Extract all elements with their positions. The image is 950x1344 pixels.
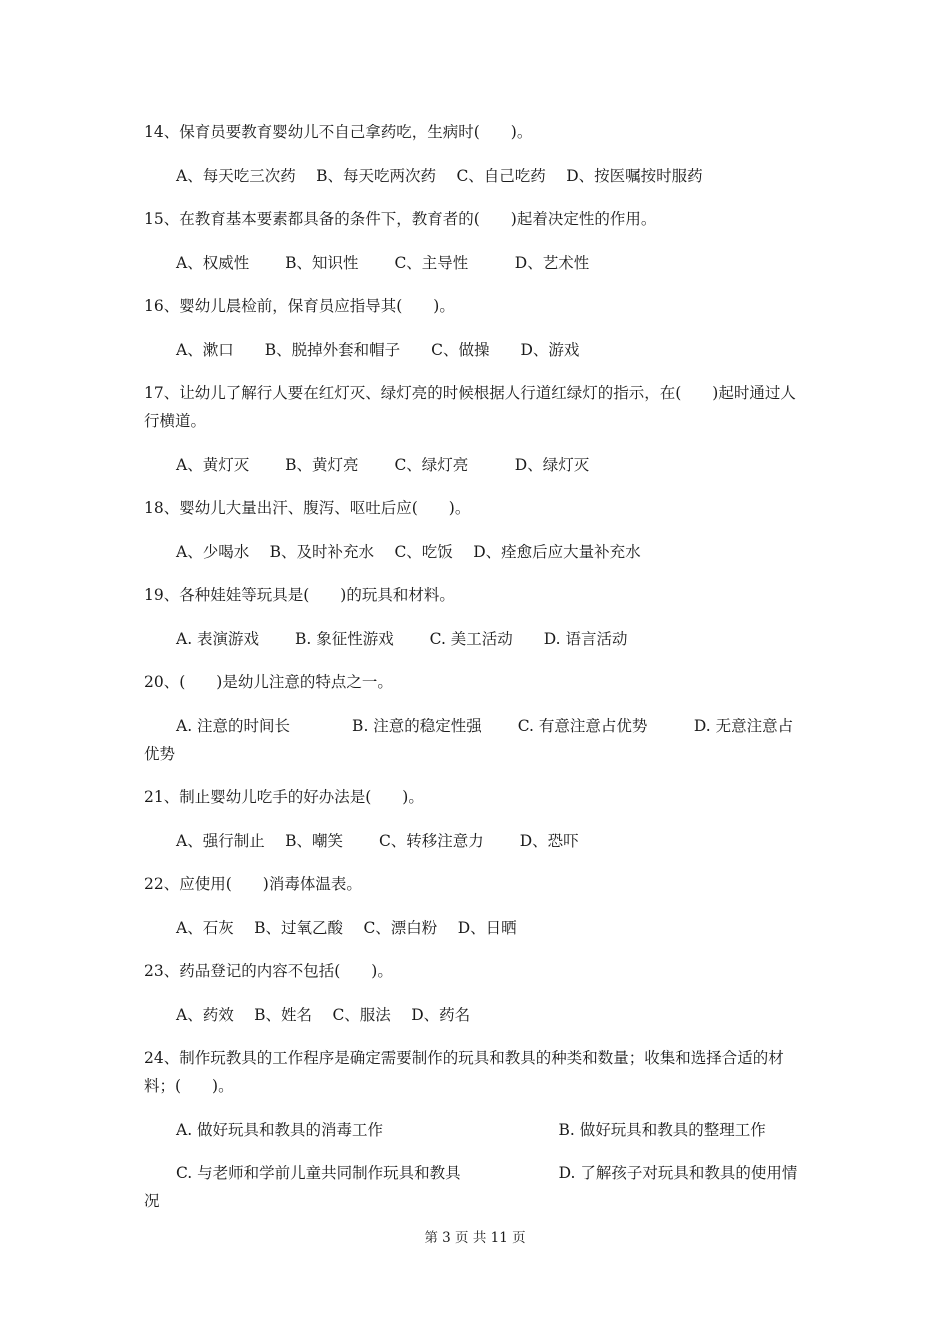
- question-options: [144, 1116, 806, 1215]
- question-21: [144, 783, 806, 855]
- question-options: A. 注意的时间长 B. 注意的稳定性强 C. 有意注意占优势 D. 无意注意占优势: [144, 717, 794, 763]
- question-17: [144, 379, 806, 479]
- question-stem: 24、制作玩教具的工作程序是确定需要制作的玩具和教具的种类和数量；收集和选择合适的材料；( )。: [144, 1049, 784, 1095]
- question-options: A、石灰 B、过氧乙酸 C、漂白粉 D、日晒: [176, 919, 517, 937]
- question-24: [144, 1044, 806, 1215]
- question-options: A、药效 B、姓名 C、服法 D、药名: [176, 1006, 471, 1024]
- question-14: [144, 118, 806, 190]
- option-row: A. 做好玩具和教具的消毒工作 B. 做好玩具和教具的整理工作: [176, 1121, 766, 1139]
- question-22: [144, 870, 806, 942]
- question-19: [144, 581, 806, 653]
- page-footer: 第 3 页 共 11 页: [424, 1230, 526, 1246]
- option-row: C. 与老师和学前儿童共同制作玩具和教具 D. 了解孩子对玩具和教具的使用情况: [144, 1164, 798, 1210]
- question-stem: 14、保育员要教育婴幼儿不自己拿药吃，生病时( )。: [144, 123, 533, 141]
- question-15: [144, 205, 806, 277]
- question-options: A. 表演游戏 B. 象征性游戏 C. 美工活动 D. 语言活动: [176, 630, 628, 648]
- question-options: A、漱口 B、脱掉外套和帽子 C、做操 D、游戏: [176, 341, 580, 359]
- question-options: A、强行制止 B、嘲笑 C、转移注意力 D、恐吓: [176, 832, 579, 850]
- question-options: A、少喝水 B、及时补充水 C、吃饭 D、痊愈后应大量补充水: [176, 543, 641, 561]
- question-options: A、权威性 B、知识性 C、主导性 D、艺术性: [176, 254, 590, 272]
- question-stem: 18、婴幼儿大量出汗、腹泻、呕吐后应( )。: [144, 499, 471, 517]
- question-stem: 15、在教育基本要素都具备的条件下，教育者的( )起着决定性的作用。: [144, 210, 657, 228]
- question-stem: 23、药品登记的内容不包括( )。: [144, 962, 393, 980]
- question-options: A、每天吃三次药 B、每天吃两次药 C、自己吃药 D、按医嘱按时服药: [176, 167, 703, 185]
- question-options: A、黄灯灭 B、黄灯亮 C、绿灯亮 D、绿灯灭: [176, 456, 590, 474]
- question-stem: 22、应使用( )消毒体温表。: [144, 875, 362, 893]
- question-18: [144, 494, 806, 566]
- question-stem: 16、婴幼儿晨检前，保育员应指导其( )。: [144, 297, 455, 315]
- question-23: [144, 957, 806, 1029]
- question-16: [144, 292, 806, 364]
- question-stem: 17、让幼儿了解行人要在红灯灭、绿灯亮的时候根据人行道红绿灯的指示，在( )起时通过人行横道。: [144, 384, 796, 430]
- question-stem: 20、( )是幼儿注意的特点之一。: [144, 673, 393, 691]
- question-20: [144, 668, 806, 768]
- question-stem: 21、制止婴幼儿吃手的好办法是( )。: [144, 788, 424, 806]
- question-stem: 19、各种娃娃等玩具是( )的玩具和材料。: [144, 586, 455, 604]
